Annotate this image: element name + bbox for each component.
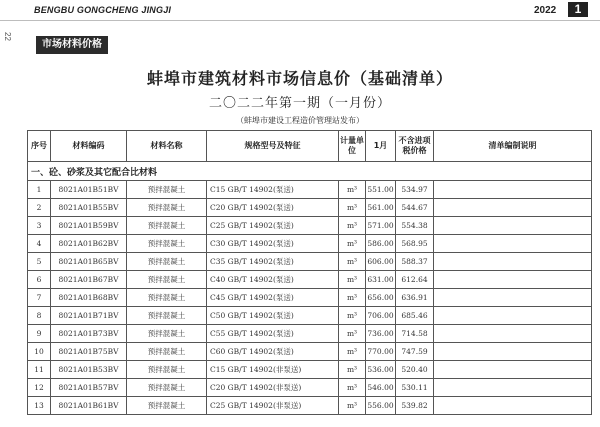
note [434, 253, 592, 271]
unit: m³ [339, 289, 366, 307]
price-excl-tax: 714.58 [396, 325, 434, 343]
price-excl-tax: 539.82 [396, 397, 434, 415]
material-code: 8021A01B61BV [51, 397, 127, 415]
price-excl-tax: 747.59 [396, 343, 434, 361]
price-jan: 561.00 [366, 199, 396, 217]
table-row [28, 397, 592, 415]
note [434, 217, 592, 235]
table-row [28, 199, 592, 217]
column-header: 1月 [366, 131, 396, 162]
material-code: 8021A01B53BV [51, 361, 127, 379]
column-header: 材料编码 [51, 131, 127, 162]
table-row [28, 361, 592, 379]
page-title: 蚌埠市建筑材料市场信息价（基础清单） [146, 69, 453, 88]
price-excl-tax: 612.64 [396, 271, 434, 289]
material-code: 8021A01B73BV [51, 325, 127, 343]
price-excl-tax: 554.38 [396, 217, 434, 235]
note [434, 379, 592, 397]
spec: C15 GB/T 14902(非泵送) [207, 361, 339, 379]
section-tag: 市场材料价格 [36, 36, 108, 54]
unit: m³ [339, 199, 366, 217]
column-header: 材料名称 [127, 131, 207, 162]
table-header-row [28, 131, 592, 162]
column-header: 序号 [28, 131, 51, 162]
header-year: 2022 [534, 5, 557, 16]
note [434, 343, 592, 361]
row-number: 9 [28, 325, 51, 343]
column-header: 规格型号及特征 [207, 131, 339, 162]
note [434, 325, 592, 343]
spec: C35 GB/T 14902(泵送) [207, 253, 339, 271]
material-name: 预拌混凝土 [127, 235, 207, 253]
price-jan: 536.00 [366, 361, 396, 379]
table-row [28, 217, 592, 235]
material-code: 8021A01B75BV [51, 343, 127, 361]
material-code: 8021A01B55BV [51, 199, 127, 217]
material-code: 8021A01B51BV [51, 181, 127, 199]
spec: C40 GB/T 14902(泵送) [207, 271, 339, 289]
material-code: 8021A01B68BV [51, 289, 127, 307]
price-jan: 556.00 [366, 397, 396, 415]
price-excl-tax: 685.46 [396, 307, 434, 325]
material-name: 预拌混凝土 [127, 253, 207, 271]
unit: m³ [339, 307, 366, 325]
price-excl-tax: 636.91 [396, 289, 434, 307]
material-name: 预拌混凝土 [127, 379, 207, 397]
unit: m³ [339, 253, 366, 271]
table-row [28, 307, 592, 325]
row-number: 2 [28, 199, 51, 217]
category-row [28, 162, 592, 181]
material-name: 预拌混凝土 [127, 217, 207, 235]
note [434, 307, 592, 325]
material-code: 8021A01B62BV [51, 235, 127, 253]
note [434, 199, 592, 217]
spec: C45 GB/T 14902(泵送) [207, 289, 339, 307]
price-jan: 631.00 [366, 271, 396, 289]
material-name: 预拌混凝土 [127, 325, 207, 343]
unit: m³ [339, 181, 366, 199]
note [434, 397, 592, 415]
page-number: 22 [2, 32, 12, 41]
material-code: 8021A01B65BV [51, 253, 127, 271]
price-jan: 656.00 [366, 289, 396, 307]
note [434, 235, 592, 253]
table-row [28, 379, 592, 397]
spec: C60 GB/T 14902(泵送) [207, 343, 339, 361]
table-row [28, 235, 592, 253]
row-number: 10 [28, 343, 51, 361]
price-jan: 586.00 [366, 235, 396, 253]
table-row [28, 289, 592, 307]
material-name: 预拌混凝土 [127, 181, 207, 199]
row-number: 1 [28, 181, 51, 199]
row-number: 5 [28, 253, 51, 271]
table-row [28, 343, 592, 361]
row-number: 6 [28, 271, 51, 289]
spec: C50 GB/T 14902(泵送) [207, 307, 339, 325]
note [434, 289, 592, 307]
material-name: 预拌混凝土 [127, 289, 207, 307]
column-header: 不含进项税价格 [396, 131, 434, 162]
price-jan: 706.00 [366, 307, 396, 325]
note [434, 271, 592, 289]
material-name: 预拌混凝土 [127, 343, 207, 361]
publisher-note: （蚌埠市建设工程造价管理站发布） [236, 116, 364, 125]
note [434, 361, 592, 379]
material-name: 预拌混凝土 [127, 307, 207, 325]
unit: m³ [339, 361, 366, 379]
unit: m³ [339, 217, 366, 235]
spec: C20 GB/T 14902(泵送) [207, 199, 339, 217]
row-number: 8 [28, 307, 51, 325]
note [434, 181, 592, 199]
spec: C55 GB/T 14902(泵送) [207, 325, 339, 343]
publication-name: BENGBU GONGCHENG JINGJI [34, 5, 172, 15]
price-excl-tax: 588.37 [396, 253, 434, 271]
row-number: 13 [28, 397, 51, 415]
price-jan: 571.00 [366, 217, 396, 235]
price-jan: 551.00 [366, 181, 396, 199]
unit: m³ [339, 397, 366, 415]
row-number: 3 [28, 217, 51, 235]
category-label: 一、砼、砂浆及其它配合比材料 [28, 162, 592, 181]
price-excl-tax: 520.40 [396, 361, 434, 379]
unit: m³ [339, 235, 366, 253]
spec: C20 GB/T 14902(非泵送) [207, 379, 339, 397]
price-jan: 736.00 [366, 325, 396, 343]
price-excl-tax: 544.67 [396, 199, 434, 217]
price-table [27, 130, 592, 415]
row-number: 4 [28, 235, 51, 253]
page-subtitle: 二〇二二年第一期（一月份） [208, 96, 391, 111]
row-number: 12 [28, 379, 51, 397]
material-code: 8021A01B71BV [51, 307, 127, 325]
table-row [28, 253, 592, 271]
column-header: 清单编制说明 [434, 131, 592, 162]
unit: m³ [339, 379, 366, 397]
price-excl-tax: 530.11 [396, 379, 434, 397]
unit: m³ [339, 271, 366, 289]
row-number: 7 [28, 289, 51, 307]
issue-badge: 1 [568, 2, 588, 17]
material-name: 预拌混凝土 [127, 199, 207, 217]
column-header: 计量单位 [339, 131, 366, 162]
unit: m³ [339, 325, 366, 343]
material-code: 8021A01B67BV [51, 271, 127, 289]
material-name: 预拌混凝土 [127, 397, 207, 415]
table-row [28, 325, 592, 343]
material-code: 8021A01B57BV [51, 379, 127, 397]
price-jan: 770.00 [366, 343, 396, 361]
spec: C25 GB/T 14902(非泵送) [207, 397, 339, 415]
spec: C25 GB/T 14902(泵送) [207, 217, 339, 235]
row-number: 11 [28, 361, 51, 379]
material-name: 预拌混凝土 [127, 271, 207, 289]
material-code: 8021A01B59BV [51, 217, 127, 235]
spec: C30 GB/T 14902(泵送) [207, 235, 339, 253]
price-jan: 546.00 [366, 379, 396, 397]
price-jan: 606.00 [366, 253, 396, 271]
spec: C15 GB/T 14902(泵送) [207, 181, 339, 199]
price-excl-tax: 568.95 [396, 235, 434, 253]
unit: m³ [339, 343, 366, 361]
table-row [28, 271, 592, 289]
price-excl-tax: 534.97 [396, 181, 434, 199]
material-name: 预拌混凝土 [127, 361, 207, 379]
table-row [28, 181, 592, 199]
page-header [0, 0, 600, 21]
